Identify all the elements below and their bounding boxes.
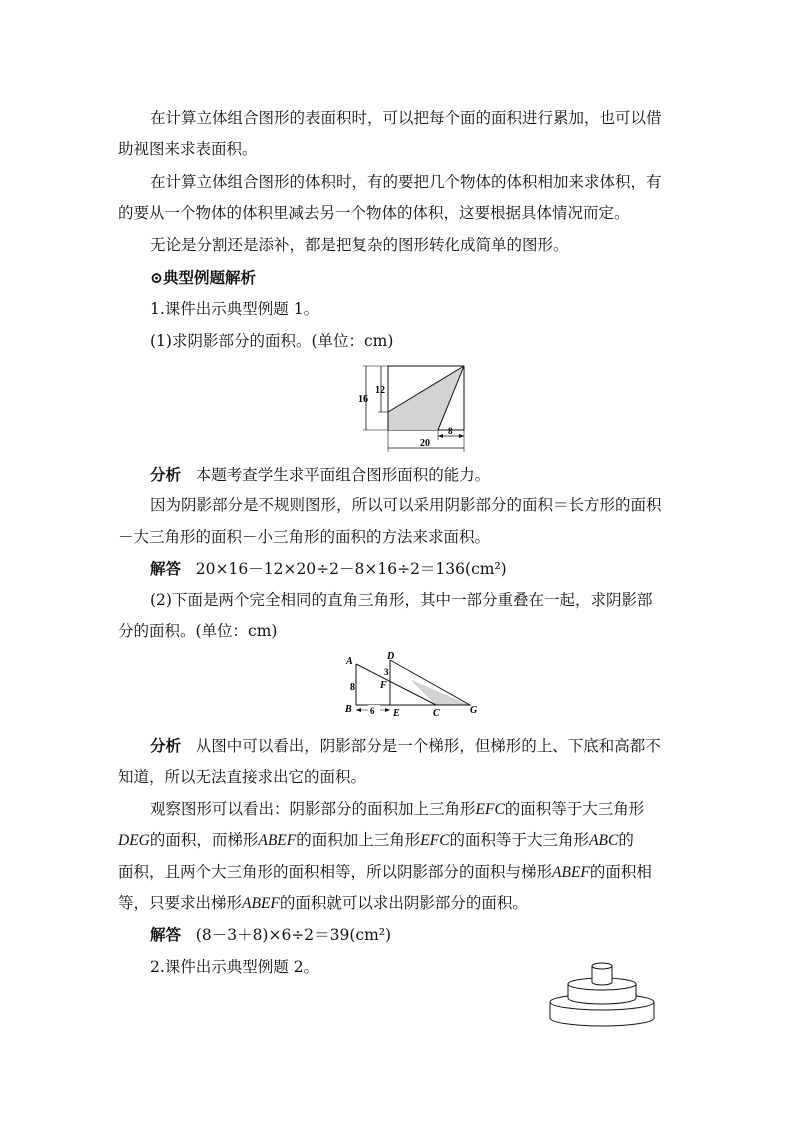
answer-label: 解答 (150, 559, 182, 578)
label-8: 8 (350, 682, 355, 693)
label-B: B (345, 704, 352, 715)
text-run: 的面积就可以求出阴影部分的面积。 (279, 894, 528, 912)
text-line: 从图中可以看出，阴影部分是一个梯形，但梯形的上、下底和高都不 (195, 737, 661, 755)
observation-line-4 (118, 888, 678, 919)
section-heading (118, 262, 678, 293)
label-C: C (433, 708, 440, 719)
paragraph-surface-area (118, 103, 678, 134)
text-run: 的面积相 (589, 863, 652, 881)
paragraph-split-or-fill (118, 230, 678, 261)
text-line: (2)下面是两个完全相同的直角三角形，其中一部分重叠在一起，求阴影部 (150, 591, 653, 609)
text-run: 的面积加上三角形 (296, 831, 421, 849)
analysis-1 (118, 459, 678, 491)
figure-2-triangles-diagram (340, 650, 490, 720)
label-20: 20 (420, 438, 430, 449)
answer-label: 解答 (150, 925, 182, 944)
arrow-head (459, 434, 464, 438)
arrow-head (356, 708, 361, 712)
paragraph-surface-area-cont (118, 134, 678, 165)
var-abc: ABC (589, 832, 619, 849)
arrow-head (438, 434, 443, 438)
question-1 (118, 326, 678, 357)
var-abef: ABEF (242, 895, 280, 912)
answer-formula: 20×16－12×20÷2－8×16÷2＝136(cm²) (195, 560, 507, 578)
question-2 (118, 585, 678, 616)
analysis-1-reason-cont (118, 522, 678, 553)
answer-formula: (8－3＋8)×6÷2＝39(cm²) (195, 926, 392, 944)
label-3: 3 (384, 667, 389, 677)
text-run: 的面积等于大三角形 (449, 831, 590, 849)
text-line: 无论是分割还是添补，都是把复杂的图形转化成简单的图形。 (150, 236, 569, 254)
figure-3-stacked-cylinders (546, 956, 658, 1030)
var-abef: ABEF (258, 832, 297, 849)
text-run: 的面积，而梯形 (149, 831, 259, 849)
text-run: 观察图形可以看出：阴影部分的面积加上三角形 (150, 800, 476, 818)
text-line: 助视图来求表面积。 (118, 140, 258, 158)
heading-text: ⊙典型例题解析 (150, 268, 256, 287)
label-A: A (346, 656, 353, 667)
example-1-title (118, 294, 678, 325)
text-line: 在计算立体组合图形的表面积时，可以把每个面的面积进行累加，也可以借 (150, 109, 662, 127)
var-abef: ABEF (552, 864, 590, 881)
label-8: 8 (448, 426, 453, 436)
text-line: (1)求阴影部分的面积。(单位：cm) (150, 332, 394, 350)
analysis-1-reason (118, 490, 678, 521)
analysis-2 (118, 730, 678, 762)
analysis-label: 分析 (150, 465, 182, 484)
text-line: 在计算立体组合图形的体积时，有的要把几个物体的体积相加来求体积，有 (150, 173, 662, 191)
observation-line-1 (118, 794, 678, 825)
shaded-region (388, 366, 464, 430)
observation-line-3 (118, 857, 678, 888)
cylinder-top-top (592, 963, 612, 969)
figure-1-rectangle-diagram (356, 360, 472, 456)
analysis-2-cont (118, 762, 678, 793)
text-run: 等，只要求出梯形 (118, 894, 243, 912)
text-run: 面积，且两个大三角形的面积相等，所以阴影部分的面积与梯形 (118, 863, 553, 881)
answer-1 (118, 553, 678, 585)
text-line: 2.课件出示典型例题 2。 (150, 958, 320, 976)
text-line: －大三角形的面积－小三角形的面积的方法来求面积。 (118, 528, 491, 546)
paragraph-volume-cont (118, 198, 678, 229)
question-2-cont (118, 616, 678, 647)
paragraph-volume (118, 167, 678, 198)
text-line: 本题考查学生求平面组合图形面积的能力。 (195, 466, 491, 484)
var-efc: EFC (420, 832, 450, 849)
var-deg: DEG (118, 832, 150, 849)
observation-line-2 (118, 825, 678, 856)
label-G: G (470, 705, 478, 716)
var-efc: EFC (475, 801, 505, 818)
answer-2 (118, 919, 678, 951)
label-E: E (393, 708, 400, 719)
text-line: 因为阴影部分是不规则图形，所以可以采用阴影部分的面积＝长方形的面积 (150, 496, 662, 514)
text-line: 1.课件出示典型例题 1。 (150, 300, 320, 318)
text-line: 的要从一个物体的体积里减去另一个物体的体积，这要根据具体情况而定。 (118, 204, 630, 222)
arrow-head (385, 708, 390, 712)
label-6: 6 (370, 706, 375, 716)
text-run: 的面积等于大三角形 (504, 800, 645, 818)
text-line: 分的面积。(单位：cm) (118, 622, 278, 640)
label-F: F (380, 680, 387, 691)
label-16: 16 (358, 394, 368, 405)
analysis-label: 分析 (150, 736, 182, 755)
label-D: D (387, 651, 395, 662)
text-run: 的 (618, 831, 634, 849)
text-line: 知道，所以无法直接求出它的面积。 (118, 768, 367, 786)
label-12: 12 (375, 385, 385, 396)
